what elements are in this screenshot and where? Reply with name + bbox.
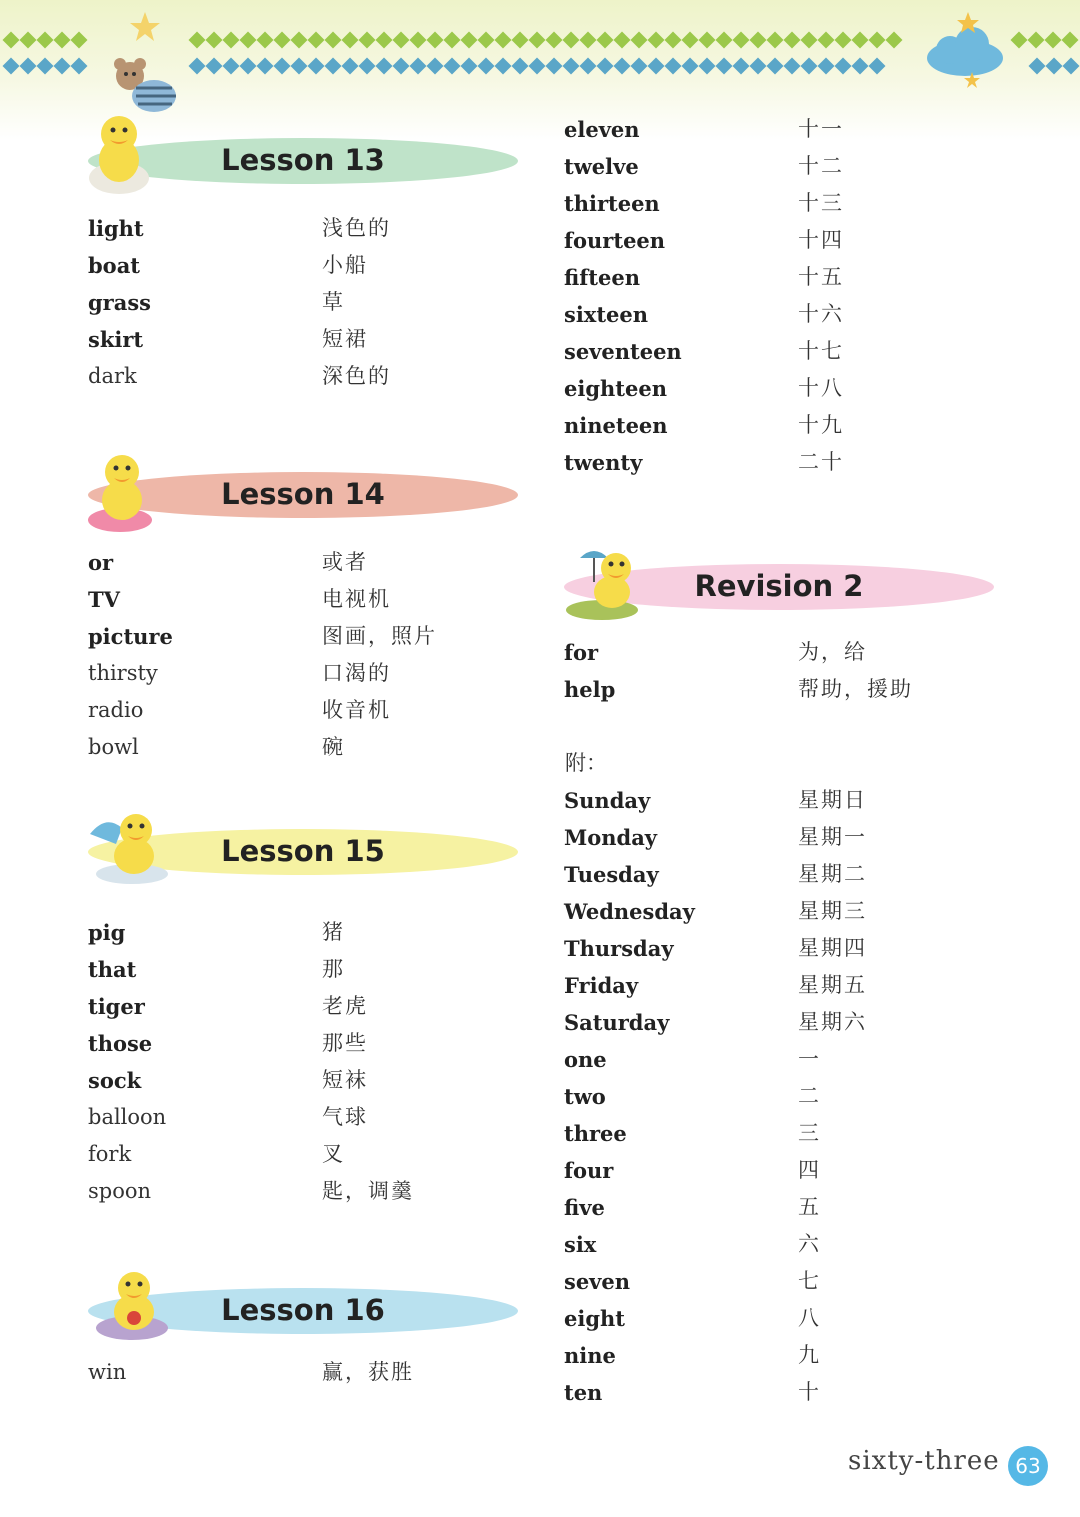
vocab-row — [564, 333, 984, 370]
english-word: light — [88, 216, 144, 241]
duck-mascot-icon — [86, 108, 152, 196]
english-word: three — [564, 1121, 627, 1146]
chinese-meaning: 五 — [798, 1195, 821, 1219]
vocab-row — [564, 930, 984, 967]
vocab-row — [564, 222, 984, 259]
vocab-row — [88, 655, 508, 692]
vocab-row — [564, 148, 984, 185]
chinese-meaning: 七 — [798, 1269, 821, 1293]
chinese-meaning: 十一 — [798, 117, 844, 141]
english-word: boat — [88, 253, 140, 278]
vocab-row — [88, 618, 508, 655]
chinese-meaning: 深色的 — [322, 364, 391, 388]
vocab-row — [88, 1173, 508, 1210]
chinese-meaning: 帮助，援助 — [798, 677, 913, 701]
duck-mascot-icon — [86, 804, 176, 888]
vocab-row — [88, 1136, 508, 1173]
english-word: skirt — [88, 327, 144, 352]
lesson-title: Lesson 15 — [221, 834, 385, 868]
chinese-meaning: 星期一 — [798, 825, 867, 849]
vocab-row — [564, 1189, 984, 1226]
english-word: TV — [88, 587, 120, 612]
english-word: picture — [88, 624, 173, 649]
vocab-row — [88, 951, 508, 988]
english-word: help — [564, 677, 616, 702]
diamond-border-top — [4, 58, 86, 74]
vocab-row — [88, 729, 508, 766]
vocab-row — [564, 370, 984, 407]
english-word: Tuesday — [564, 862, 659, 887]
vocab-row — [564, 1337, 984, 1374]
english-word: five — [564, 1195, 605, 1220]
vocab-row — [564, 1374, 984, 1411]
vocab-row — [564, 893, 984, 930]
english-word: pig — [88, 920, 126, 945]
chinese-meaning: 浅色的 — [322, 216, 391, 240]
english-word: twenty — [564, 450, 643, 475]
chinese-meaning: 十九 — [798, 413, 844, 437]
chinese-meaning: 口渴的 — [322, 661, 391, 685]
english-word: win — [88, 1360, 127, 1384]
chinese-meaning: 四 — [798, 1158, 821, 1182]
chinese-meaning: 电视机 — [322, 587, 391, 611]
star-icon — [128, 10, 162, 44]
english-word: grass — [88, 290, 151, 315]
english-word: sock — [88, 1068, 142, 1093]
vocab-row — [564, 444, 984, 481]
vocab-row — [564, 1226, 984, 1263]
diamond-border-top — [4, 32, 86, 48]
duck-mascot-icon — [562, 540, 646, 624]
chinese-meaning: 二十 — [798, 450, 844, 474]
english-word: bowl — [88, 735, 139, 759]
moon-icon — [90, 14, 130, 54]
chinese-meaning: 星期三 — [798, 899, 867, 923]
lesson-title: Lesson 13 — [221, 143, 385, 177]
vocab-row — [564, 634, 984, 671]
vocab-row — [564, 111, 984, 148]
english-word: thirteen — [564, 191, 660, 216]
vocab-row — [564, 1263, 984, 1300]
english-word: balloon — [88, 1105, 167, 1129]
chinese-meaning: 气球 — [322, 1105, 368, 1129]
vocab-row — [88, 210, 508, 247]
vocab-row — [88, 247, 508, 284]
lesson-title: Lesson 14 — [221, 477, 385, 511]
vocab-row — [564, 782, 984, 819]
chinese-meaning: 星期六 — [798, 1010, 867, 1034]
vocab-row — [564, 1300, 984, 1337]
english-word: tiger — [88, 994, 145, 1019]
english-word: sixteen — [564, 302, 649, 327]
vocab-row — [564, 1115, 984, 1152]
vocab-row — [88, 581, 508, 618]
appendix-label: 附： — [565, 751, 607, 775]
english-word: eight — [564, 1306, 625, 1331]
chinese-meaning: 三 — [798, 1121, 821, 1145]
chinese-meaning: 收音机 — [322, 698, 391, 722]
chinese-meaning: 星期二 — [798, 862, 867, 886]
english-word: nineteen — [564, 413, 668, 438]
english-word: Friday — [564, 973, 639, 998]
english-word: eighteen — [564, 376, 667, 401]
lesson-title: Lesson 16 — [221, 1293, 385, 1327]
vocab-row — [88, 1354, 508, 1391]
lesson-header — [88, 120, 518, 210]
english-word: for — [564, 640, 599, 665]
vocab-row — [564, 819, 984, 856]
diamond-border-top — [1012, 32, 1077, 48]
english-word: one — [564, 1047, 607, 1072]
english-word: four — [564, 1158, 614, 1183]
chinese-meaning: 老虎 — [322, 994, 368, 1018]
vocab-row — [88, 1062, 508, 1099]
cloud-icon — [922, 10, 1008, 88]
duck-mascot-icon — [86, 448, 158, 534]
chinese-meaning: 叉 — [322, 1142, 345, 1166]
english-word: fork — [88, 1142, 132, 1166]
english-word: Wednesday — [564, 899, 695, 924]
english-word: seventeen — [564, 339, 682, 364]
diamond-border-top — [190, 32, 901, 48]
vocab-row — [564, 1004, 984, 1041]
chinese-meaning: 那 — [322, 957, 345, 981]
english-word: twelve — [564, 154, 639, 179]
chinese-meaning: 匙，调羹 — [322, 1179, 414, 1203]
chinese-meaning: 赢，获胜 — [322, 1360, 414, 1384]
page-number-word: sixty-three — [848, 1446, 1000, 1476]
chinese-meaning: 十 — [798, 1380, 821, 1404]
vocab-row — [564, 967, 984, 1004]
chinese-meaning: 碗 — [322, 735, 345, 759]
revision-title: Revision 2 — [694, 569, 864, 603]
vocab-row — [88, 1099, 508, 1136]
english-word: Thursday — [564, 936, 674, 961]
vocab-row — [564, 259, 984, 296]
chinese-meaning: 草 — [322, 290, 345, 314]
chinese-meaning: 为，给 — [798, 640, 867, 664]
chinese-meaning: 猪 — [322, 920, 345, 944]
duck-mascot-icon — [90, 1266, 174, 1342]
vocab-row — [564, 1041, 984, 1078]
vocab-row — [88, 1025, 508, 1062]
english-word: eleven — [564, 117, 640, 142]
vocab-row — [88, 692, 508, 729]
chinese-meaning: 十三 — [798, 191, 844, 215]
english-word: fourteen — [564, 228, 666, 253]
chinese-meaning: 图画，照片 — [322, 624, 437, 648]
vocab-row — [564, 296, 984, 333]
chinese-meaning: 那些 — [322, 1031, 368, 1055]
vocab-row — [564, 407, 984, 444]
english-word: or — [88, 550, 114, 575]
english-word: nine — [564, 1343, 616, 1368]
chinese-meaning: 八 — [798, 1306, 821, 1330]
vocab-row — [564, 856, 984, 893]
vocab-row — [564, 185, 984, 222]
english-word: radio — [88, 698, 144, 722]
chinese-meaning: 星期五 — [798, 973, 867, 997]
english-word: fifteen — [564, 265, 640, 290]
chinese-meaning: 十八 — [798, 376, 844, 400]
english-word: Sunday — [564, 788, 651, 813]
english-word: ten — [564, 1380, 603, 1405]
english-word: thirsty — [88, 661, 158, 685]
chinese-meaning: 十五 — [798, 265, 844, 289]
english-word: spoon — [88, 1179, 152, 1203]
vocab-row — [564, 1152, 984, 1189]
chinese-meaning: 一 — [798, 1047, 821, 1071]
chinese-meaning: 星期日 — [798, 788, 867, 812]
english-word: that — [88, 957, 137, 982]
english-word: dark — [88, 364, 137, 388]
vocab-row — [564, 1078, 984, 1115]
english-word: Monday — [564, 825, 658, 850]
vocab-row — [88, 284, 508, 321]
chinese-meaning: 星期四 — [798, 936, 867, 960]
chinese-meaning: 十四 — [798, 228, 844, 252]
chinese-meaning: 短裙 — [322, 327, 368, 351]
chinese-meaning: 九 — [798, 1343, 821, 1367]
page-number-badge: 63 — [1008, 1446, 1048, 1486]
english-word: seven — [564, 1269, 631, 1294]
chinese-meaning: 六 — [798, 1232, 821, 1256]
english-word: those — [88, 1031, 153, 1056]
english-word: six — [564, 1232, 597, 1257]
chinese-meaning: 十六 — [798, 302, 844, 326]
vocab-row — [88, 321, 508, 358]
chinese-meaning: 短袜 — [322, 1068, 368, 1092]
chinese-meaning: 十七 — [798, 339, 844, 363]
vocab-row — [88, 358, 508, 395]
chinese-meaning: 小船 — [322, 253, 368, 277]
diamond-border-top — [1030, 58, 1078, 74]
english-word: Saturday — [564, 1010, 670, 1035]
vocab-row — [564, 671, 984, 708]
vocab-row — [88, 988, 508, 1025]
chinese-meaning: 十二 — [798, 154, 844, 178]
vocab-row — [88, 914, 508, 951]
vocab-row — [88, 544, 508, 581]
chinese-meaning: 二 — [798, 1084, 821, 1108]
english-word: two — [564, 1084, 606, 1109]
diamond-border-top — [190, 58, 884, 74]
chinese-meaning: 或者 — [322, 550, 368, 574]
